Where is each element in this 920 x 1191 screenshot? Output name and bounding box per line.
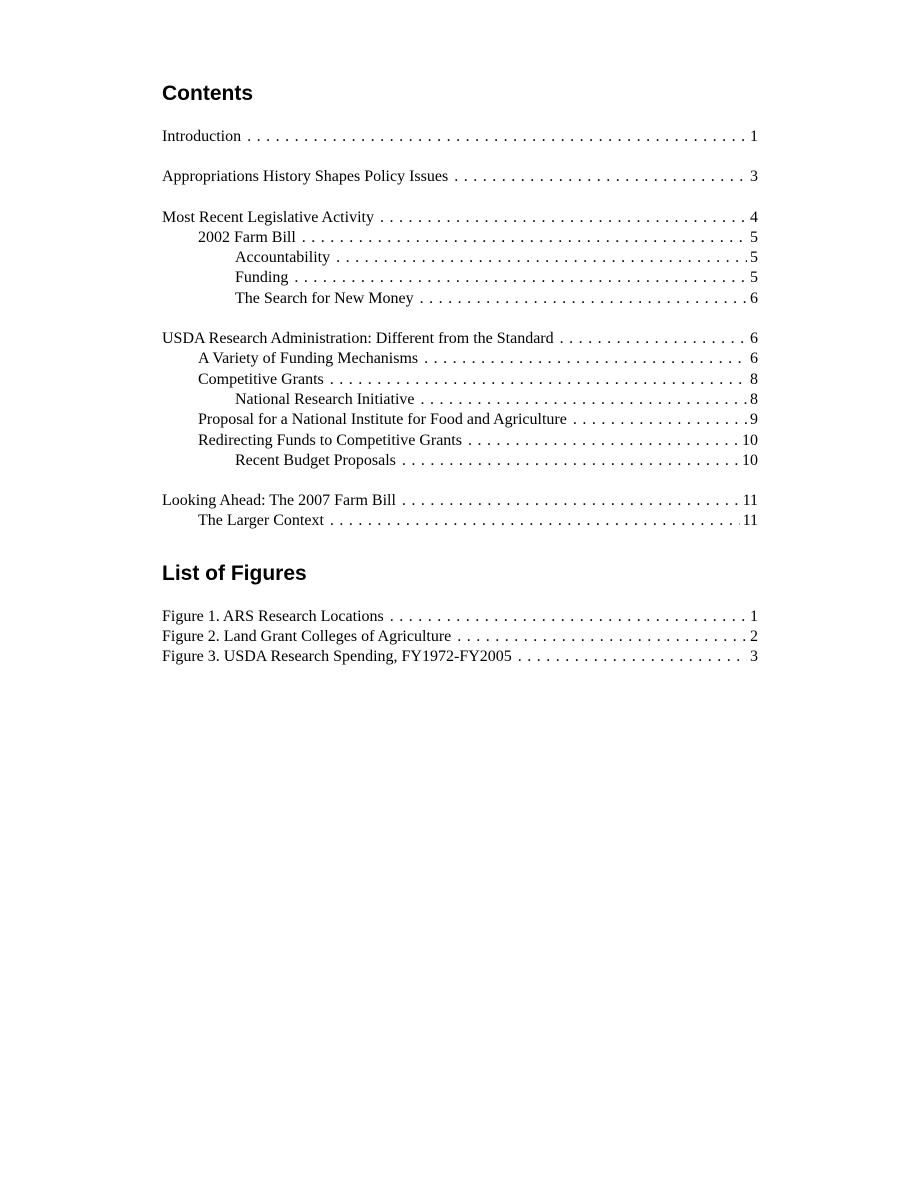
entry-title: Looking Ahead: The 2007 Farm Bill — [162, 492, 396, 510]
dot-leader — [424, 349, 747, 369]
page-number: 11 — [742, 492, 758, 510]
contents-section — [162, 329, 758, 471]
page-number: 1 — [750, 607, 758, 625]
entry-title: Most Recent Legislative Activity — [162, 208, 374, 226]
figure-entry[interactable] — [162, 627, 758, 647]
page-number: 8 — [750, 390, 758, 408]
entry-title: Figure 3. USDA Research Spending, FY1972-FY2005 — [162, 648, 512, 666]
page-number: 5 — [750, 269, 758, 287]
page-number: 6 — [750, 350, 758, 368]
dot-leader — [420, 289, 747, 309]
figure-entry[interactable] — [162, 647, 758, 667]
contents-section — [162, 491, 758, 532]
figures-list — [162, 607, 758, 668]
toc-entry[interactable] — [162, 329, 758, 349]
entry-title: Accountability — [235, 249, 331, 267]
dot-leader — [402, 451, 739, 471]
contents-section — [162, 167, 758, 187]
list-of-figures-heading: List of Figures — [162, 561, 307, 585]
toc-entry[interactable] — [162, 491, 758, 511]
dot-leader — [518, 647, 747, 667]
toc-entry[interactable] — [162, 410, 758, 430]
toc-entry[interactable] — [162, 451, 758, 471]
contents-list — [162, 127, 758, 532]
toc-entry[interactable] — [162, 167, 758, 187]
dot-leader — [330, 370, 747, 390]
entry-title: The Larger Context — [198, 512, 324, 530]
toc-entry[interactable] — [162, 349, 758, 369]
toc-entry[interactable] — [162, 208, 758, 228]
toc-entry[interactable] — [162, 268, 758, 288]
entry-title: The Search for New Money — [235, 289, 414, 307]
page-number: 6 — [750, 289, 758, 307]
contents-section — [162, 208, 758, 309]
toc-entry[interactable] — [162, 248, 758, 268]
page-number: 4 — [750, 208, 758, 226]
entry-title: Funding — [235, 269, 289, 287]
entry-title: Competitive Grants — [198, 370, 324, 388]
contents-heading: Contents — [162, 82, 253, 105]
dot-leader — [336, 248, 747, 268]
page-number: 2 — [750, 628, 758, 646]
entry-title: Introduction — [162, 128, 242, 145]
toc-entry[interactable] — [162, 289, 758, 309]
dot-leader — [560, 329, 747, 349]
dot-leader — [420, 390, 747, 410]
dot-leader — [468, 431, 739, 451]
toc-entry[interactable] — [162, 370, 758, 390]
page-number: 10 — [742, 431, 758, 449]
page-number: 6 — [750, 330, 758, 348]
dot-leader — [380, 208, 747, 228]
entry-title: Figure 2. Land Grant Colleges of Agriculture — [162, 628, 452, 646]
page-number: 3 — [750, 648, 758, 666]
entry-title: USDA Research Administration: Different from the Standard — [162, 330, 554, 348]
figure-entry[interactable] — [162, 607, 758, 627]
dot-leader — [247, 127, 747, 147]
dot-leader — [573, 410, 747, 430]
page-number: 3 — [750, 168, 758, 186]
entry-title: 2002 Farm Bill — [198, 228, 296, 246]
entry-title: Figure 1. ARS Research Locations — [162, 607, 384, 625]
toc-entry[interactable] — [162, 228, 758, 248]
dot-leader — [294, 268, 747, 288]
page-number: 8 — [750, 370, 758, 388]
dot-leader — [302, 228, 747, 248]
toc-entry[interactable] — [162, 511, 758, 531]
page-number: 5 — [750, 249, 758, 267]
page-number: 10 — [742, 451, 758, 469]
page-number: 1 — [750, 128, 758, 145]
dot-leader — [454, 167, 747, 187]
toc-entry[interactable] — [162, 390, 758, 410]
entry-title: Proposal for a National Institute for Food and Agriculture — [198, 411, 567, 429]
toc-entry[interactable] — [162, 431, 758, 451]
dot-leader — [402, 491, 740, 511]
page-number: 5 — [750, 228, 758, 246]
entry-title: Appropriations History Shapes Policy Issues — [162, 168, 449, 186]
dot-leader — [457, 627, 747, 647]
entry-title: National Research Initiative — [235, 390, 415, 408]
dot-leader — [390, 607, 747, 627]
dot-leader — [330, 511, 740, 531]
document-page — [162, 80, 758, 668]
toc-entry[interactable] — [162, 127, 758, 147]
entry-title: A Variety of Funding Mechanisms — [198, 350, 419, 368]
page-number: 9 — [750, 411, 758, 429]
entry-title: Recent Budget Proposals — [235, 451, 396, 469]
contents-section — [162, 127, 758, 147]
entry-title: Redirecting Funds to Competitive Grants — [198, 431, 462, 449]
page-number: 11 — [742, 512, 758, 530]
